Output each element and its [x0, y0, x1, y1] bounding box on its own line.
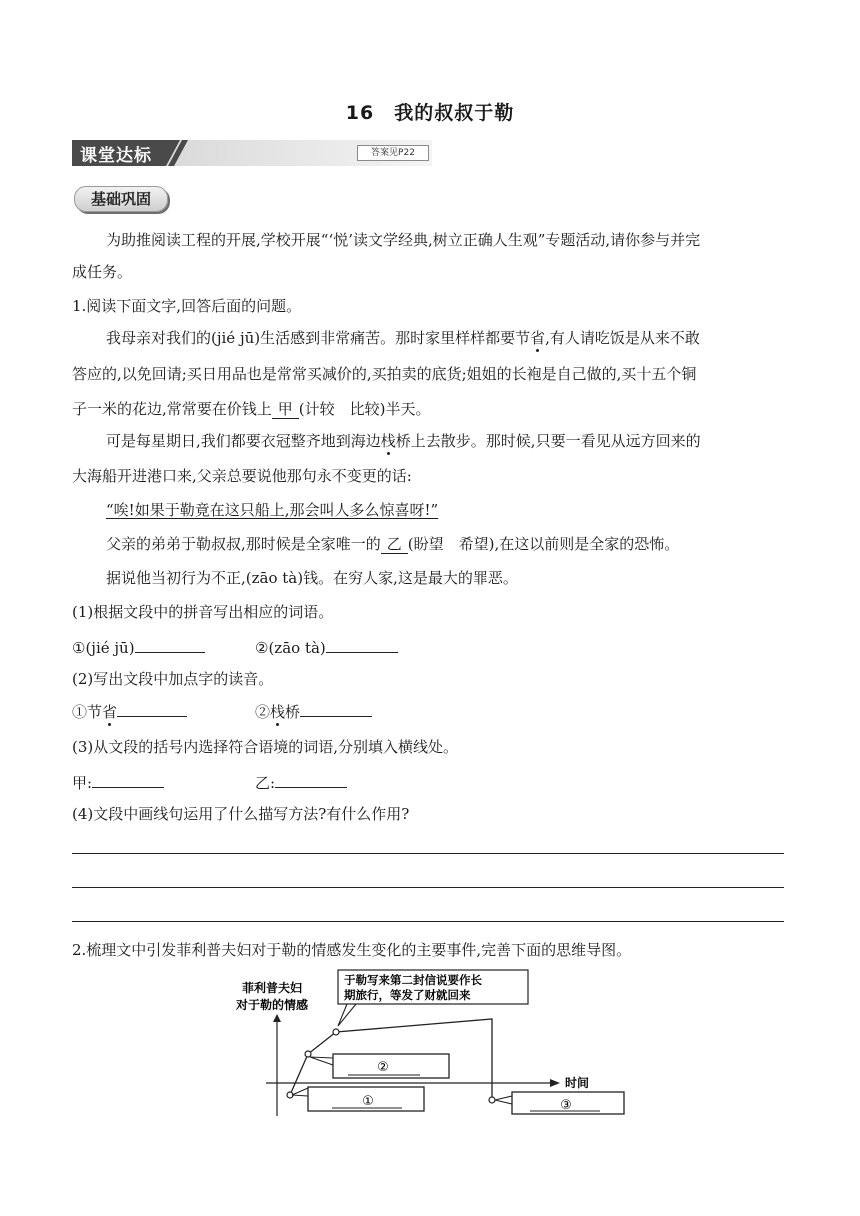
passage-line: 我母亲对我们的(jié jū)生活感到非常痛苦。那时家里样样都要节省,有人请吃饭是从来不敢: [106, 329, 700, 347]
answer-box-2[interactable]: [333, 1054, 449, 1078]
answer-1b: ②(zāo tà): [255, 636, 398, 658]
callout-pointer: [338, 1004, 356, 1026]
blank-yi[interactable]: 乙: [381, 535, 408, 554]
box-3-pointer: [495, 1096, 512, 1104]
curve-point: [333, 1029, 339, 1035]
box-2-pointer: [310, 1057, 333, 1065]
emotion-change-diagram: [220, 968, 640, 1128]
sub-question-2-stem: (2)写出文段中加点字的读音。: [72, 670, 274, 688]
y-axis-label-1: 菲利普夫妇: [241, 981, 303, 995]
underlined-quote: “唉!如果于勒竟在这只船上,那会叫人多么惊喜呀!”: [106, 501, 439, 519]
sub-question-1-stem: (1)根据文段中的拼音写出相应的词语。: [72, 603, 334, 621]
answer-3a: 甲:: [72, 771, 164, 793]
dotted-char: 省: [102, 703, 118, 721]
answer-blank[interactable]: [275, 771, 347, 788]
answer-box-2-label: ②: [377, 1060, 389, 1075]
answer-box-1-label: ①: [362, 1094, 374, 1109]
answer-blank[interactable]: [326, 636, 398, 653]
answer-line[interactable]: [72, 887, 784, 888]
answer-2a: ①节省: [72, 700, 187, 722]
x-axis-label: 时间: [565, 1076, 590, 1090]
answer-blank[interactable]: [300, 700, 372, 717]
curve-point: [489, 1097, 495, 1103]
question-1-stem: 1.阅读下面文字,回答后面的问题。: [72, 297, 302, 315]
passage-line: 据说他当初行为不正,(zāo tà)钱。在穷人家,这是最大的罪恶。: [106, 569, 518, 587]
sub-question-3-stem: (3)从文段的括号内选择符合语境的词语,分别填入横线处。: [72, 738, 459, 756]
box-1-pointer: [292, 1088, 308, 1096]
passage-line: 子一米的花边,常常要在价钱上 甲 (计较 比较)半天。: [72, 400, 431, 418]
intro-line-1: 为助推阅读工程的开展,学校开展“‘悦’读文学经典,树立正确人生观”专题活动,请你参与并完: [106, 231, 701, 249]
callout-text-2: 期旅行，等发了财就回来: [344, 988, 471, 1002]
section-label: 基础巩固: [74, 186, 168, 212]
answer-line[interactable]: [72, 921, 784, 922]
blank-jia[interactable]: 甲: [272, 400, 299, 419]
y-axis-arrow-icon: [273, 1014, 281, 1022]
banner-label: 课堂达标: [80, 146, 152, 166]
curve-point: [305, 1051, 311, 1057]
answer-3b: 乙:: [255, 771, 347, 793]
intro-line-2: 成任务。: [72, 263, 133, 281]
answer-box-3-label: ③: [560, 1098, 572, 1113]
answer-1a: ①(jié jū): [72, 636, 205, 658]
answer-blank[interactable]: [92, 771, 164, 788]
answer-reference: 答案见P22: [357, 145, 429, 161]
dotted-char: 省: [530, 329, 546, 347]
answer-blank[interactable]: [135, 636, 205, 653]
question-2-stem: 2.梳理文中引发菲利普夫妇对于勒的情感发生变化的主要事件,完善下面的思维导图。: [72, 941, 632, 959]
answer-2b: ②栈桥: [255, 700, 372, 722]
passage-line: 父亲的弟弟于勒叔叔,那时候是全家唯一的 乙 (盼望 希望),在这以前则是全家的恐怖。: [106, 535, 680, 553]
passage-line: 可是每星期日,我们都要衣冠整齐地到海边栈桥上去散步。那时候,只要一看见从远方回来的: [106, 432, 701, 450]
y-axis-label-2: 对于勒的情感: [235, 998, 309, 1012]
answer-blank[interactable]: [117, 700, 187, 717]
dotted-char: 栈: [270, 703, 286, 721]
callout-text-1: 于勒写来第二封信说要作长: [344, 973, 482, 987]
passage-line: 大海船开进港口来,父亲总要说他那句永不变更的话:: [72, 467, 412, 485]
answer-line[interactable]: [72, 853, 784, 854]
passage-line: 答应的,以免回请;买日用品也是常常买减价的,买拍卖的底货;姐姐的长袍是自己做的,买十五个铜: [72, 365, 697, 383]
page-title: 16 我的叔叔于勒: [345, 102, 515, 124]
dotted-char: 栈: [380, 432, 396, 450]
sub-question-4-stem: (4)文段中画线句运用了什么描写方法?有什么作用?: [72, 805, 410, 823]
x-axis-arrow-icon: [550, 1079, 560, 1087]
